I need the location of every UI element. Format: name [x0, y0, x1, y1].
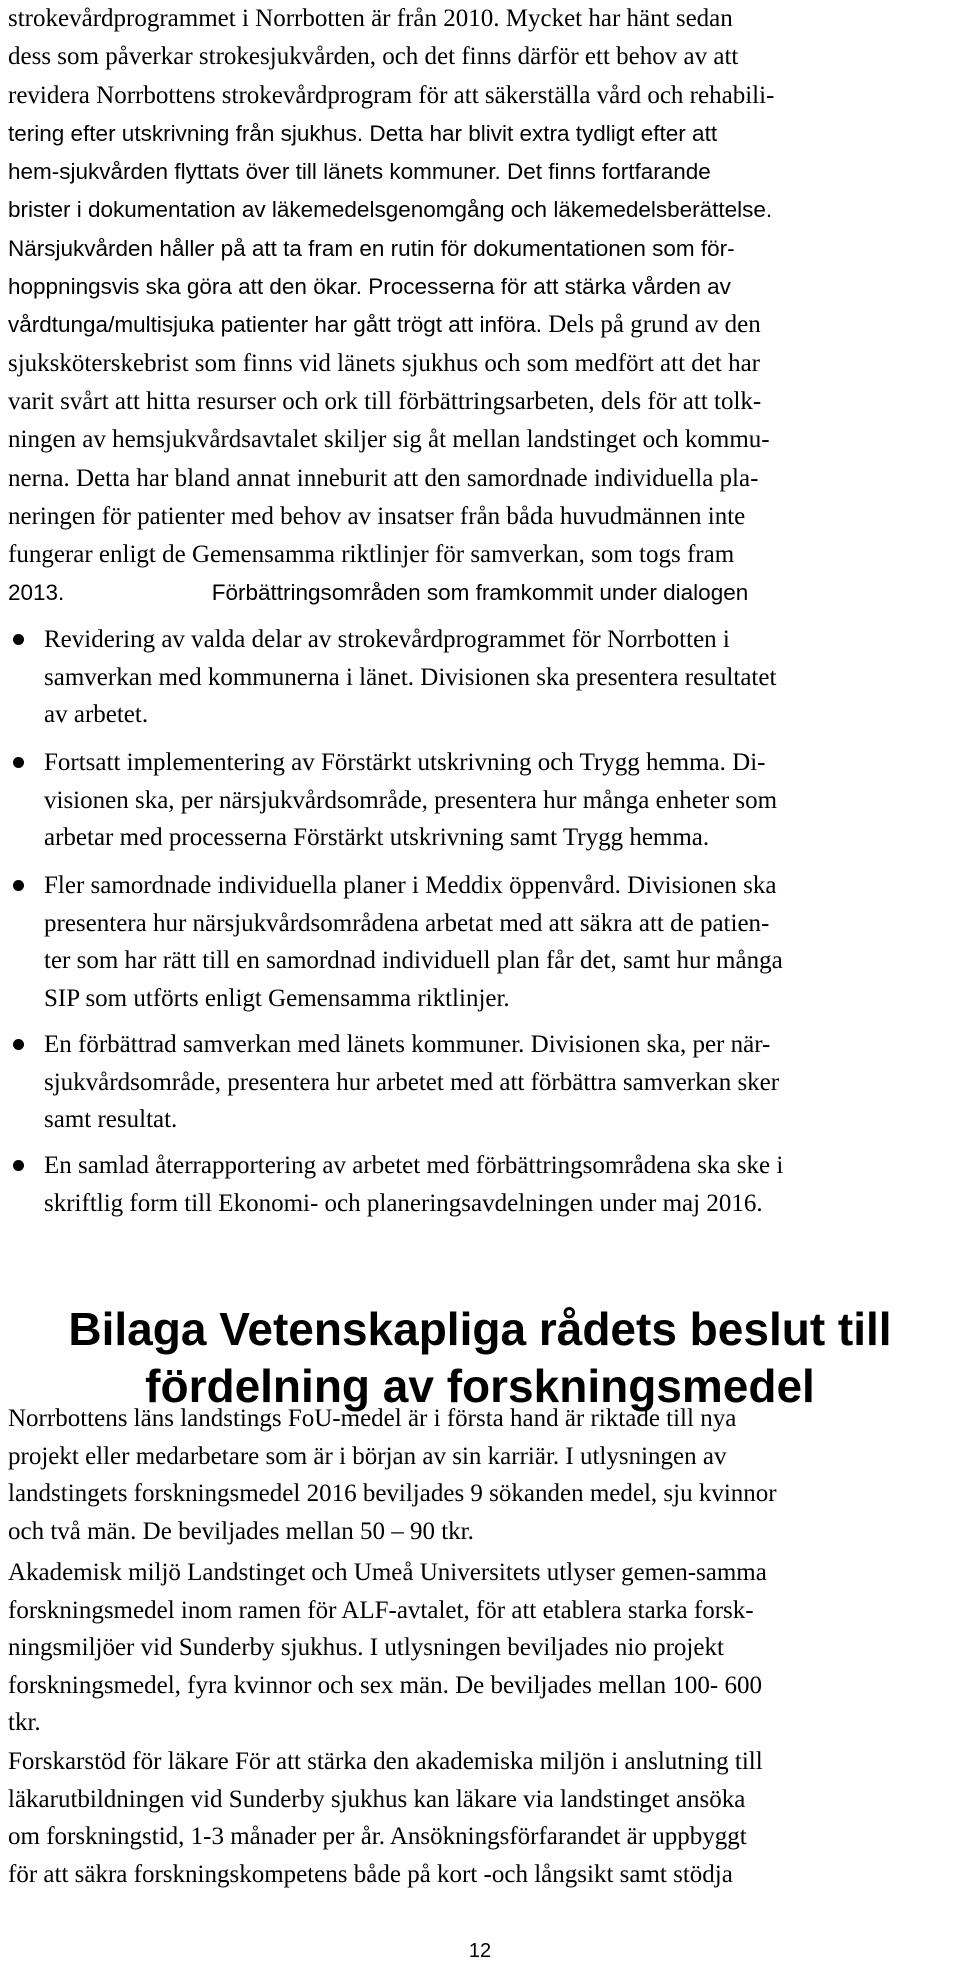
paragraph-line: Forskarstöd för läkare För att stärka den akademiska miljön i anslutning till — [8, 1748, 763, 1775]
intro-line — [8, 383, 952, 421]
list-item-line: En förbättrad samverkan med länets kommuner. Divisionen ska, per när- — [44, 1031, 771, 1058]
intro-line-serif: neringen för patienter med behov av insatser från båda huvudmännen inte — [8, 502, 746, 530]
list-item-line: sjukvårdsområde, presentera hur arbetet med att förbättra samverkan sker — [44, 1068, 780, 1096]
list-item-line: skriftlig form till Ekonomi- och planeringsavdelningen under maj 2016. — [44, 1189, 763, 1217]
intro-line-serif: dess som påverkar strokesjukvården, och det finns därför ett behov av att — [8, 43, 739, 71]
list-item-line: presentera hur närsjukvårdsområdena arbetat med att säkra att de patien- — [44, 909, 770, 937]
list-item-line: Fortsatt implementering av Förstärkt utskrivning och Trygg hemma. Di- — [44, 749, 766, 776]
bullet-icon — [13, 880, 24, 891]
paragraph-line: Norrbottens läns landstings FoU-medel är i första hand är riktade till nya — [8, 1405, 737, 1432]
intro-line — [8, 38, 952, 76]
paragraph — [8, 1554, 952, 1742]
list-item-line: ter som har rätt till en samordnad individuell plan får det, samt hur många — [44, 947, 783, 974]
intro-line-serif: sjuksköterskebrist som finns vid länets sjukhus och som medfört att det har — [8, 349, 760, 377]
appendix-heading-line: Bilaga Vetenskapliga rådets beslut till — [68, 1303, 892, 1355]
list-item-text — [44, 621, 956, 734]
list-item-text — [44, 1147, 956, 1222]
appendix-heading-line: fördelning av forskningsmedel — [145, 1360, 815, 1412]
intro-line-sans: hem-sjukvården flyttats över till länets kommuner. Det finns fortfarande — [8, 159, 711, 185]
intro-line-serif: varit svårt att hitta resurser och ork till förbättringsarbeten, dels för att tolk- — [8, 387, 762, 415]
page-number: 12 — [468, 1940, 492, 1962]
list-item-line: Fler samordnade individuella planer i Meddix öppenvård. Divisionen ska — [44, 872, 777, 899]
list-item-line: av arbetet. — [44, 701, 149, 728]
intro-line — [8, 115, 952, 153]
list-item-line: En samlad återrapportering av arbetet med förbättringsområdena ska ske i — [44, 1152, 784, 1179]
bullet-icon — [13, 1160, 24, 1171]
intro-line — [8, 536, 952, 574]
paragraph-line: för att säkra forskningskompetens både på kort -och långsikt samt stödja — [8, 1860, 733, 1888]
intro-line-sans: brister i dokumentation av läkemedelsgenomgång och läkemedelsberättelse. — [8, 197, 773, 223]
intro-line — [8, 0, 952, 38]
intro-line-serif: revidera Norrbottens strokevårdprogram för att säkerställa vård och rehabili- — [8, 81, 775, 109]
paragraph-line: ningsmiljöer vid Sunderby sjukhus. I utlysningen beviljades nio projekt — [8, 1634, 724, 1661]
intro-line — [8, 306, 952, 344]
paragraph — [8, 1743, 952, 1893]
intro-line-sans: 2013. — [8, 580, 65, 606]
paragraph-line: läkarutbildningen vid Sunderby sjukhus kan läkare via landstinget ansöka — [8, 1785, 746, 1813]
list-item-line: Revidering av valda delar av strokevårdprogrammet för Norrbotten i — [44, 626, 730, 653]
intro-line-serif: nerna. Detta har bland annat inneburit att den samordnade individuella pla- — [8, 464, 759, 492]
intro-line — [8, 268, 952, 306]
bullet-icon — [13, 757, 24, 768]
intro-line — [8, 191, 952, 229]
intro-line — [8, 230, 952, 268]
paragraph-line: forskningsmedel, fyra kvinnor och sex män. De beviljades mellan 100- 600 — [8, 1671, 762, 1699]
paragraph-line: Akademisk miljö Landstinget och Umeå Universitets utlyser gemen-samma — [8, 1559, 767, 1586]
list-item-text — [44, 744, 956, 857]
paragraph-line: tkr. — [8, 1709, 41, 1736]
list-item-line: samverkan med kommunerna i länet. Divisionen ska presentera resultatet — [44, 663, 777, 691]
intro-line — [8, 345, 952, 383]
list-item-line: SIP som utförts enligt Gemensamma riktlinjer. — [44, 984, 510, 1012]
intro-line — [8, 77, 952, 115]
paragraph-line: landstingets forskningsmedel 2016 beviljades 9 sökanden medel, sju kvinnor — [8, 1480, 777, 1507]
list-item-line: samt resultat. — [44, 1106, 178, 1133]
list-item-text — [44, 867, 956, 1017]
list-item-line: visionen ska, per närsjukvårdsområde, presentera hur många enheter som — [44, 786, 778, 814]
paragraph — [8, 1400, 952, 1550]
intro-line-sans: tering efter utskrivning från sjukhus. Detta har blivit extra tydligt efter att — [8, 120, 718, 146]
list-item-line: arbetar med processerna Förstärkt utskrivning samt Trygg hemma. — [44, 824, 710, 851]
paragraph-line: och två män. De beviljades mellan 50 – 90 tkr. — [8, 1517, 474, 1545]
intro-line — [8, 498, 952, 536]
intro-line — [8, 153, 952, 191]
paragraph-line: projekt eller medarbetare som är i början av sin karriär. I utlysningen av — [8, 1442, 727, 1470]
intro-line — [8, 421, 952, 459]
intro-line-sans: hoppningsvis ska göra att den ökar. Processerna för att stärka vården av — [8, 274, 731, 300]
intro-line-serif: Dels på grund av den — [542, 311, 761, 339]
appendix-heading — [0, 1301, 960, 1415]
list-item-text — [44, 1026, 956, 1139]
bullet-icon — [13, 634, 24, 645]
intro-line-serif: strokevårdprogrammet i Norrbotten är från 2010. Mycket har hänt sedan — [8, 5, 733, 32]
section-heading: Förbättringsområden som framkommit under dialogen — [211, 580, 749, 605]
paragraph-line: om forskningstid, 1-3 månader per år. Ansökningsförfarandet är uppbyggt — [8, 1823, 747, 1850]
intro-line — [8, 460, 952, 498]
intro-line-sans: vårdtunga/multisjuka patienter har gått trögt att införa. — [8, 312, 543, 338]
intro-paragraph — [8, 0, 952, 613]
intro-line-serif: ningen av hemsjukvårdsavtalet skiljer sig åt mellan landstinget och kommu- — [8, 426, 770, 454]
paragraph-line: forskningsmedel inom ramen för ALF-avtalet, för att etablera starka forsk- — [8, 1596, 754, 1624]
intro-line-sans: Närsjukvården håller på att ta fram en rutin för dokumentationen som för- — [8, 235, 735, 261]
intro-line-serif: fungerar enligt de Gemensamma riktlinjer för samverkan, som togs fram — [8, 541, 735, 569]
bullet-icon — [13, 1039, 24, 1050]
